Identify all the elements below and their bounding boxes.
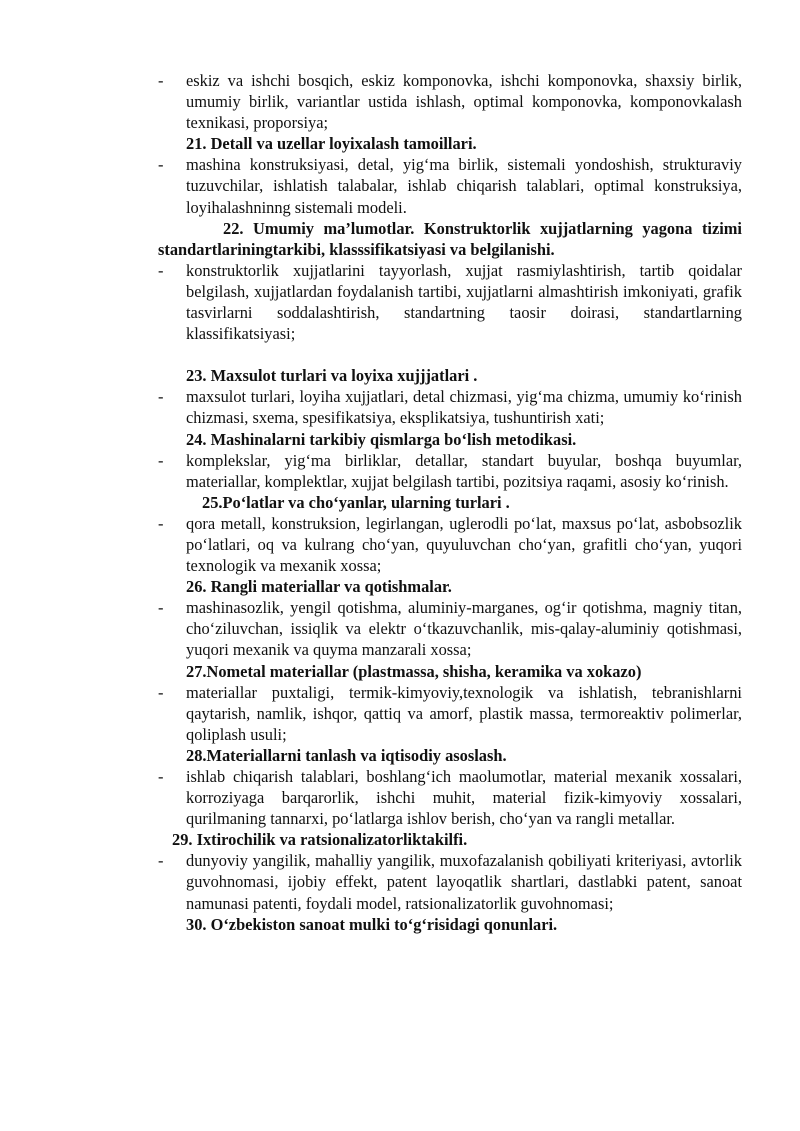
list-item-text: komplekslar, yig‘ma birliklar, detallar, standart buyular, boshqa buyumlar, materiallar, komplektlar, xujjat belgilash tartibi, pozitsiya raqami, asosiy ko‘rinish. (186, 450, 742, 491)
list-dash: - (158, 260, 164, 280)
list-dash: - (158, 450, 164, 470)
list-item-text: konstruktorlik xujjatlarini tayyorlash, xujjat rasmiylashtirish, tartib qoidalar belgilash, xujjatlardan foydalanish tartibi, xujjatlarni almashtirish imkoniyati, grafik tasvirlarni soddalashtirish, standartning taosir doirasi, standartlarning klassifikatsiyasi; (186, 260, 742, 344)
list-item (158, 450, 742, 492)
list-item (158, 513, 742, 576)
section-heading-22: 22. Umumiy ma’lumotlar. Konstruktorlik xujjatlarning yagona tizimi standartlariningtarkibi, klasssifikatsiyasi va belgilanishi. (158, 218, 742, 259)
list-item (158, 70, 742, 133)
list-item (158, 154, 742, 217)
list-item-text: materiallar puxtaligi, termik-kimyoviy,texnologik va ishlatish, tebranishlarni qaytarish, namlik, ishqor, qattiq va amorf, plastik massa, termoreaktiv polimerlar, qoliplash usuli; (186, 682, 742, 744)
list-dash: - (158, 387, 164, 407)
list-dash: - (158, 682, 164, 702)
section-heading-21: 21. Detall va uzellar loyixalash tamoillari. (186, 134, 477, 154)
list-dash: - (158, 513, 164, 533)
section-heading-24: 24. Mashinalarni tarkibiy qismlarga bo‘lish metodikasi. (186, 429, 577, 449)
list-item (158, 386, 742, 428)
list-dash: - (158, 851, 164, 871)
list-item-text: mashinasozlik, yengil qotishma, aluminiy-marganes, og‘ir qotishma, magniy titan, cho‘ziluvchan, issiqlik va elektr o‘tkazuvchanlik, mis-qalay-aluminiy qotishmasi, yuqori mexanik va quyma manzarali xossa; (186, 598, 742, 660)
blank-line (158, 344, 742, 365)
section-heading-23: 23. Maxsulot turlari va loyixa xujjjatlari . (186, 366, 478, 386)
list-item (158, 260, 742, 344)
list-item-text: eskiz va ishchi bosqich, eskiz komponovka, ishchi komponovka, shaxsiy birlik, umumiy birlik, variantlar ustida ishlash, optimal komponovka, komponovkalash texnikasi, proporsiya; (186, 71, 742, 133)
list-item-text: ishlab chiqarish talablari, boshlang‘ich maolumotlar, material mexanik xossalari, korroziyaga barqarorlik, ishchi muhit, material fizik-kimyoviy xossalari, qurilmaning tannarxi, po‘latlarga ishlov berish, cho‘yan va rangli metallar. (186, 767, 742, 829)
section-heading-30: 30. O‘zbekiston sanoat mulki to‘g‘risidagi qonunlari. (186, 914, 558, 934)
list-item (158, 597, 742, 660)
list-dash: - (158, 155, 164, 175)
list-item (158, 850, 742, 913)
list-item-text: qora metall, konstruksion, legirlangan, uglerodli po‘lat, maxsus po‘lat, asbobsozlik po‘latlari, oq va kulrang cho‘yan, quyuluvchan cho‘yan, grafitli cho‘yan, yuqori texnologik va mexanik xossa; (186, 513, 742, 576)
list-item (158, 682, 742, 745)
section-heading-26: 26. Rangli materiallar va qotishmalar. (186, 577, 452, 597)
list-item (158, 766, 742, 829)
section-heading-25: 25.Po‘latlar va cho‘yanlar, ularning turlari . (202, 492, 510, 512)
list-item-text: mashina konstruksiyasi, detal, yig‘ma birlik, sistemali yondoshish, strukturaviy tuzuvchilar, ishlatish talabalar, ishlab chiqarish talablari, optimal konstruksiya, loyihalashninng sistemali modeli. (186, 155, 742, 217)
list-dash: - (158, 598, 164, 618)
list-item-text: dunyoviy yangilik, mahalliy yangilik, muxofazalanish qobiliyati kriteriyasi, avtorlik guvohnomasi, ijobiy effekt, patent layoqatlik shartlari, dastlabki patent, sanoat namunasi patenti, foydali model, ratsionalizatorlik guvohnomasi; (186, 851, 742, 913)
section-heading-28: 28.Materiallarni tanlash va iqtisodiy asoslash. (186, 745, 507, 765)
section-heading-29: 29. Ixtirochilik va ratsionalizatorliktakilfi. (172, 830, 468, 850)
list-dash: - (158, 767, 164, 786)
document-page (158, 70, 742, 935)
section-heading-27: 27.Nometal materiallar (plastmassa, shisha, keramika va xokazo) (186, 661, 642, 681)
list-item-text: maxsulot turlari, loyiha xujjatlari, detal chizmasi, yig‘ma chizma, umumiy ko‘rinish chizmasi, sxema, spesifikatsiya, eksplikatsiya, tushuntirish xati; (186, 387, 742, 428)
list-dash: - (158, 71, 164, 90)
